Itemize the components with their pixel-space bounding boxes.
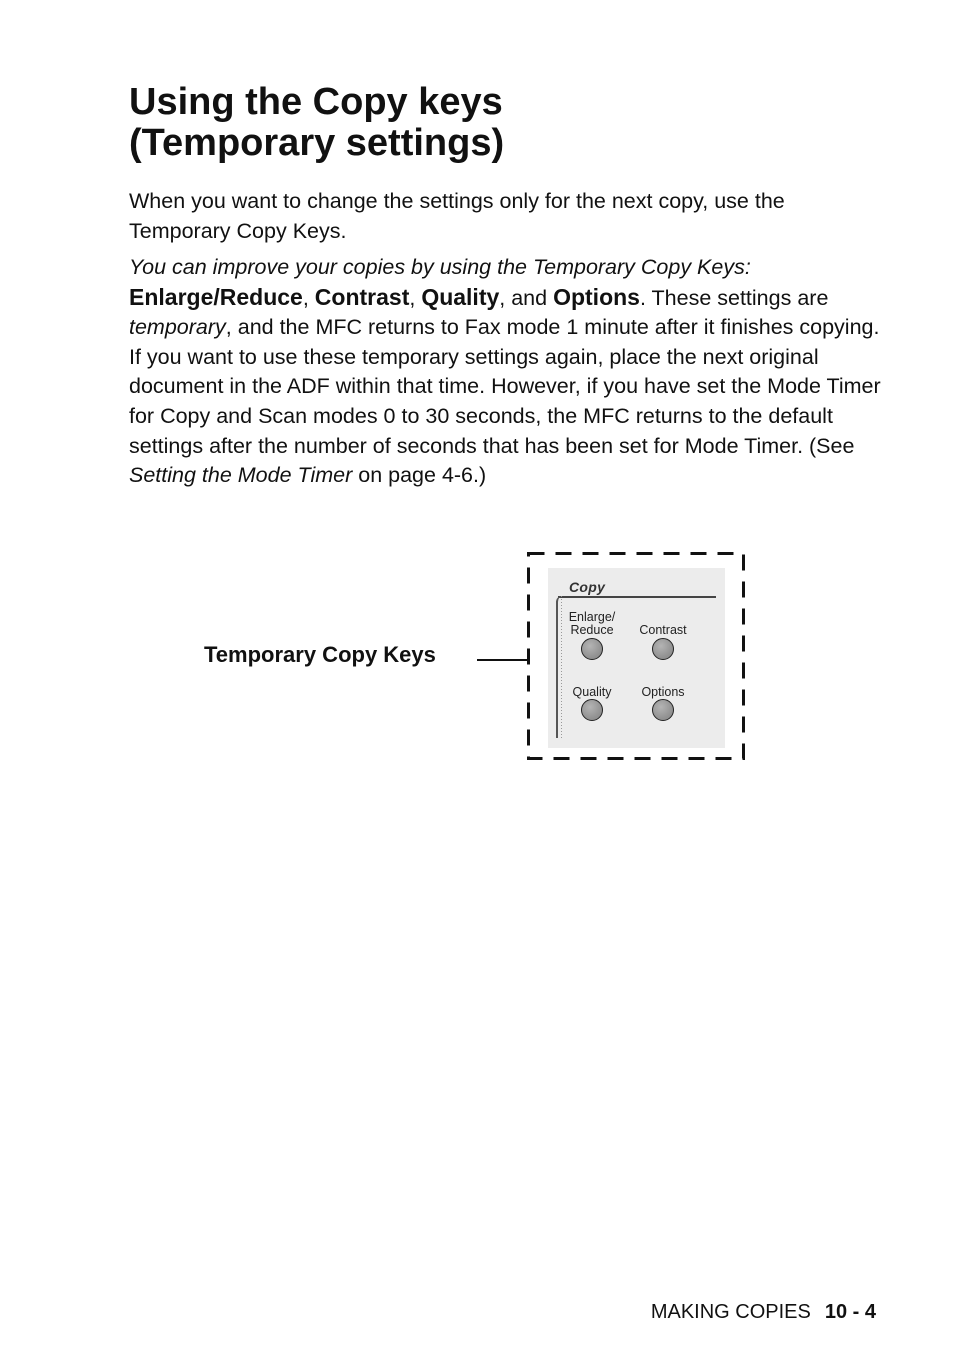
body-text-3: on page 4-6.) [352,463,487,488]
page-heading [129,82,504,164]
quality-label: Quality [572,685,612,699]
contrast-label: Contrast [639,623,687,637]
heading-line-1: Using the Copy keys [129,81,503,123]
body-text-1: . These settings are [639,285,829,310]
separator-3: , and [499,285,554,310]
page-footer [651,1301,876,1324]
separator-2: , [409,285,422,310]
footer-section: MAKING COPIES [650,1301,811,1323]
emphasis-temporary: temporary [129,315,226,340]
options-label: Options [641,685,685,699]
cross-reference: Setting the Mode Timer [129,463,353,488]
heading-line-2: (Temporary settings) [129,122,505,164]
callout-label: Temporary Copy Keys [204,642,436,667]
body-paragraph [129,253,889,491]
panel-title: Copy [569,579,606,595]
quality-key[interactable] [581,699,603,721]
key-name-enlarge-reduce: Enlarge/Reduce [129,283,303,310]
key-name-quality: Quality [421,283,500,310]
contrast-key[interactable] [652,638,674,660]
enlarge-reduce-label [557,611,627,637]
key-name-options: Options [553,283,640,310]
separator-1: , [302,285,315,310]
callout-leader-line [477,659,527,661]
body-text-2: , and the MFC returns to Fax mode 1 minute after it finishes copying. If you want to use these temporary settings again, place the next original document in the ADF within that time. However, if you have set the Mode Timer for Copy and Scan modes 0 to 30 seconds, the MFC returns to the default settings after the number of seconds that has been set for Mode Timer. (See [129,315,881,458]
options-key[interactable] [652,699,674,721]
lead-sentence: You can improve your copies by using the Temporary Copy Keys: [129,255,751,279]
copy-key-panel [548,568,725,748]
enlarge-reduce-label-line-1: Enlarge/ [568,610,616,624]
footer-page-number: 10 - 4 [824,1301,876,1323]
key-name-contrast: Contrast [314,283,410,310]
panel-top-rule [558,596,716,598]
enlarge-reduce-label-line-2: Reduce [570,623,614,637]
enlarge-reduce-key[interactable] [581,638,603,660]
intro-paragraph: When you want to change the settings only for the next copy, use the Temporary Copy Keys. [129,189,785,243]
